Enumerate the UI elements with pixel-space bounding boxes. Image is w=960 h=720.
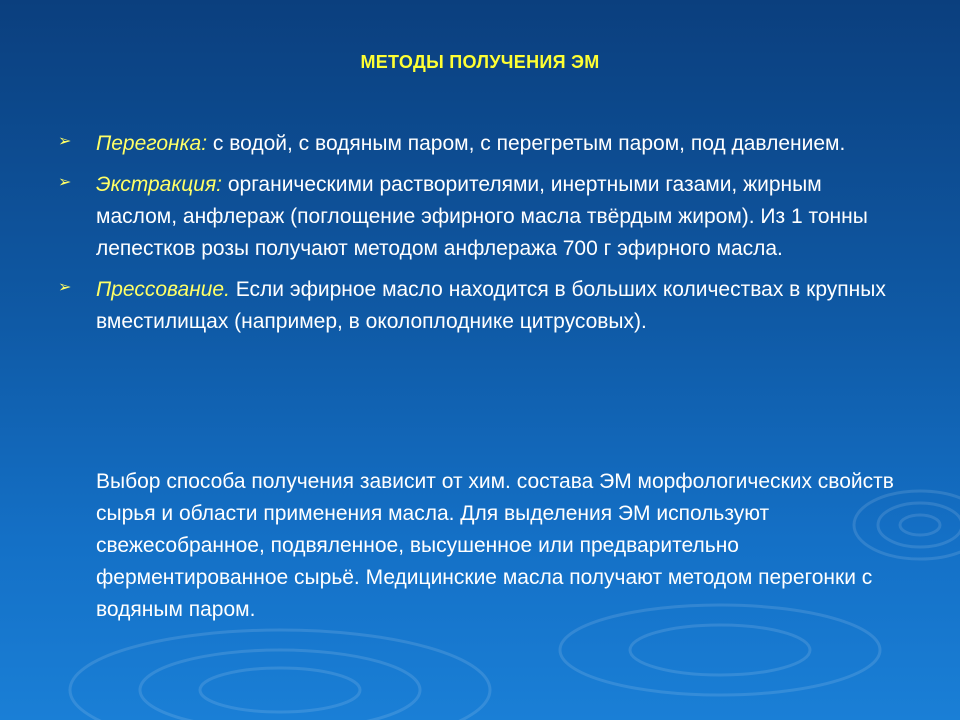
method-description: с водой, с водяным паром, с перегретым паром, под давлением. [207, 132, 846, 155]
conclusion-paragraph: Выбор способа получения зависит от хим. состава ЭМ морфологических свойств сырья и области применения масла. Для выделения ЭМ используют свежесобранное, подвяленное, высушенное или предварительно ферментированное сырьё. Медицинские масла получают методом перегонки с водяным паром. [96, 470, 894, 621]
method-term: Перегонка: [96, 132, 208, 155]
list-item [58, 274, 898, 338]
bullet-text [96, 128, 898, 160]
arrow-bullet-icon: ➢ [58, 133, 72, 150]
bullet-text [96, 169, 898, 265]
method-term: Прессование. [96, 278, 230, 301]
method-description: органическими растворителями, инертными газами, жирным маслом, анфлераж (поглощение эфирного масла твёрдым жиром). Из 1 тонны лепестков розы получают методом анфлеража 700 г эфирного масла. [96, 173, 868, 260]
bullet-text [96, 274, 898, 338]
arrow-bullet-icon: ➢ [58, 279, 72, 296]
list-item [58, 169, 898, 265]
method-term: Экстракция: [96, 173, 223, 196]
method-description: Если эфирное масло находится в больших количествах в крупных вместилищах (например, в околоплоднике цитрусовых). [96, 278, 886, 333]
arrow-bullet-icon: ➢ [58, 174, 72, 191]
slide-title: МЕТОДЫ ПОЛУЧЕНИЯ ЭМ [360, 52, 600, 72]
list-item [58, 128, 898, 160]
methods-list [58, 128, 898, 347]
